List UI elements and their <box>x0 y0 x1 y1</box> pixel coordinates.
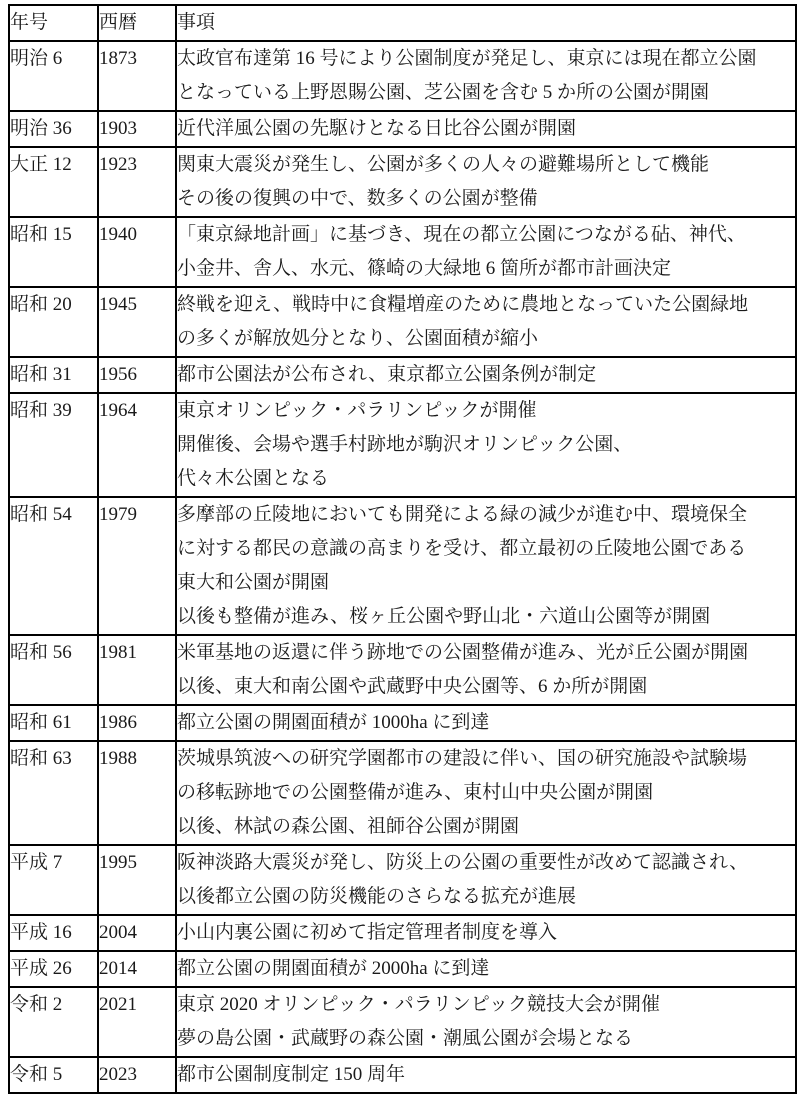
year-cell: 1903 <box>98 111 176 147</box>
table-row <box>9 915 796 951</box>
event-line: 阪神淡路大震災が発し、防災上の公園の重要性が改めて認識され、 <box>177 852 749 873</box>
year-cell: 2014 <box>98 951 176 987</box>
event-line: 都立公園の開園面積が 1000ha に到達 <box>177 712 490 733</box>
table-row <box>9 357 796 393</box>
event-line: 米軍基地の返還に伴う跡地での公園整備が進み、光が丘公園が開園 <box>177 642 749 663</box>
table-row <box>9 845 796 915</box>
event-cell <box>176 1057 796 1093</box>
event-line: 都立公園の開園面積が 2000ha に到達 <box>177 958 490 979</box>
year-cell: 1979 <box>98 497 176 635</box>
year-cell: 1945 <box>98 287 176 357</box>
year-cell: 1873 <box>98 41 176 111</box>
event-line: 関東大震災が発生し、公園が多くの人々の避難場所として機能 <box>177 154 710 175</box>
event-line: 以後都立公園の防災機能のさらなる拡充が進展 <box>177 886 577 907</box>
year-cell: 2004 <box>98 915 176 951</box>
event-line: の多くが解放処分となり、公園面積が縮小 <box>177 328 539 349</box>
event-line: 東大和公園が開園 <box>177 572 330 593</box>
era-cell: 昭和 61 <box>9 705 98 741</box>
event-line: 終戦を迎え、戦時中に食糧増産のために農地となっていた公園緑地 <box>177 294 749 315</box>
event-line: の移転跡地での公園整備が進み、東村山中央公園が開園 <box>177 782 654 803</box>
table-row <box>9 287 796 357</box>
header-row <box>9 5 796 41</box>
era-cell: 昭和 31 <box>9 357 98 393</box>
table-row <box>9 111 796 147</box>
event-line: その後の復興の中で、数多くの公園が整備 <box>177 188 538 209</box>
year-cell: 2021 <box>98 987 176 1057</box>
year-cell: 1995 <box>98 845 176 915</box>
year-cell: 1940 <box>98 217 176 287</box>
table-row <box>9 41 796 111</box>
year-cell: 1964 <box>98 393 176 497</box>
table-row <box>9 951 796 987</box>
event-cell <box>176 951 796 987</box>
era-cell: 平成 16 <box>9 915 98 951</box>
event-line: 以後、林試の森公園、祖師谷公園が開園 <box>177 816 520 837</box>
era-cell: 昭和 54 <box>9 497 98 635</box>
event-cell <box>176 393 796 497</box>
event-cell <box>176 915 796 951</box>
event-line: 小山内裏公園に初めて指定管理者制度を導入 <box>177 922 558 943</box>
event-line: 茨城県筑波への研究学園都市の建設に伴い、国の研究施設や試験場 <box>177 748 748 769</box>
header-year: 西暦 <box>98 5 176 41</box>
event-line: となっている上野恩賜公園、芝公園を含む 5 か所の公園が開園 <box>177 82 710 103</box>
table-row <box>9 393 796 497</box>
era-cell: 昭和 56 <box>9 635 98 705</box>
event-line: 都市公園法が公布され、東京都立公園条例が制定 <box>177 364 597 385</box>
event-line: 代々木公園となる <box>177 468 330 489</box>
era-cell: 平成 26 <box>9 951 98 987</box>
year-cell: 2023 <box>98 1057 176 1093</box>
event-cell <box>176 217 796 287</box>
event-line: 多摩部の丘陵地においても開発による緑の減少が進む中、環境保全 <box>177 504 748 525</box>
table-row <box>9 987 796 1057</box>
year-cell: 1986 <box>98 705 176 741</box>
event-line: 近代洋風公園の先駆けとなる日比谷公園が開園 <box>177 118 577 139</box>
era-cell: 令和 2 <box>9 987 98 1057</box>
era-cell: 大正 12 <box>9 147 98 217</box>
event-cell <box>176 41 796 111</box>
table-row <box>9 497 796 635</box>
era-cell: 昭和 39 <box>9 393 98 497</box>
event-line: 都市公園制度制定 150 周年 <box>177 1064 406 1085</box>
era-cell: 平成 7 <box>9 845 98 915</box>
year-cell: 1956 <box>98 357 176 393</box>
table-row <box>9 1057 796 1093</box>
event-line: 太政官布達第 16 号により公園制度が発足し、東京には現在都立公園 <box>177 48 757 69</box>
event-cell <box>176 147 796 217</box>
event-line: 以後、東大和南公園や武蔵野中央公園等、6 か所が開園 <box>177 676 648 697</box>
event-cell <box>176 741 796 845</box>
era-cell: 昭和 20 <box>9 287 98 357</box>
event-cell <box>176 357 796 393</box>
event-line: 東京 2020 オリンピック・パラリンピック競技大会が開催 <box>177 994 660 1015</box>
event-cell <box>176 287 796 357</box>
table-row <box>9 741 796 845</box>
era-cell: 明治 36 <box>9 111 98 147</box>
event-line: 開催後、会場や選手村跡地が駒沢オリンピック公園、 <box>177 434 633 455</box>
table-row <box>9 147 796 217</box>
event-line: 東京オリンピック・パラリンピックが開催 <box>177 400 537 421</box>
park-history-table <box>8 4 797 1094</box>
event-cell <box>176 635 796 705</box>
era-cell: 明治 6 <box>9 41 98 111</box>
event-cell <box>176 987 796 1057</box>
event-cell <box>176 497 796 635</box>
event-line: 以後も整備が進み、桜ヶ丘公園や野山北・六道山公園等が開園 <box>177 606 711 627</box>
era-cell: 昭和 63 <box>9 741 98 845</box>
table-row <box>9 217 796 287</box>
event-cell <box>176 705 796 741</box>
header-era: 年号 <box>9 5 98 41</box>
year-cell: 1988 <box>98 741 176 845</box>
year-cell: 1981 <box>98 635 176 705</box>
year-cell: 1923 <box>98 147 176 217</box>
event-line: 夢の島公園・武蔵野の森公園・潮風公園が会場となる <box>177 1028 634 1049</box>
header-event: 事項 <box>176 5 796 41</box>
event-cell <box>176 845 796 915</box>
event-line: に対する都民の意識の高まりを受け、都立最初の丘陵地公園である <box>177 538 747 559</box>
table-row <box>9 635 796 705</box>
era-cell: 昭和 15 <box>9 217 98 287</box>
era-cell: 令和 5 <box>9 1057 98 1093</box>
table-row <box>9 705 796 741</box>
event-line: 小金井、舎人、水元、篠崎の大緑地 6 箇所が都市計画決定 <box>177 258 672 279</box>
event-cell <box>176 111 796 147</box>
event-line: 「東京緑地計画」に基づき、現在の都立公園につながる砧、神代、 <box>177 224 746 245</box>
